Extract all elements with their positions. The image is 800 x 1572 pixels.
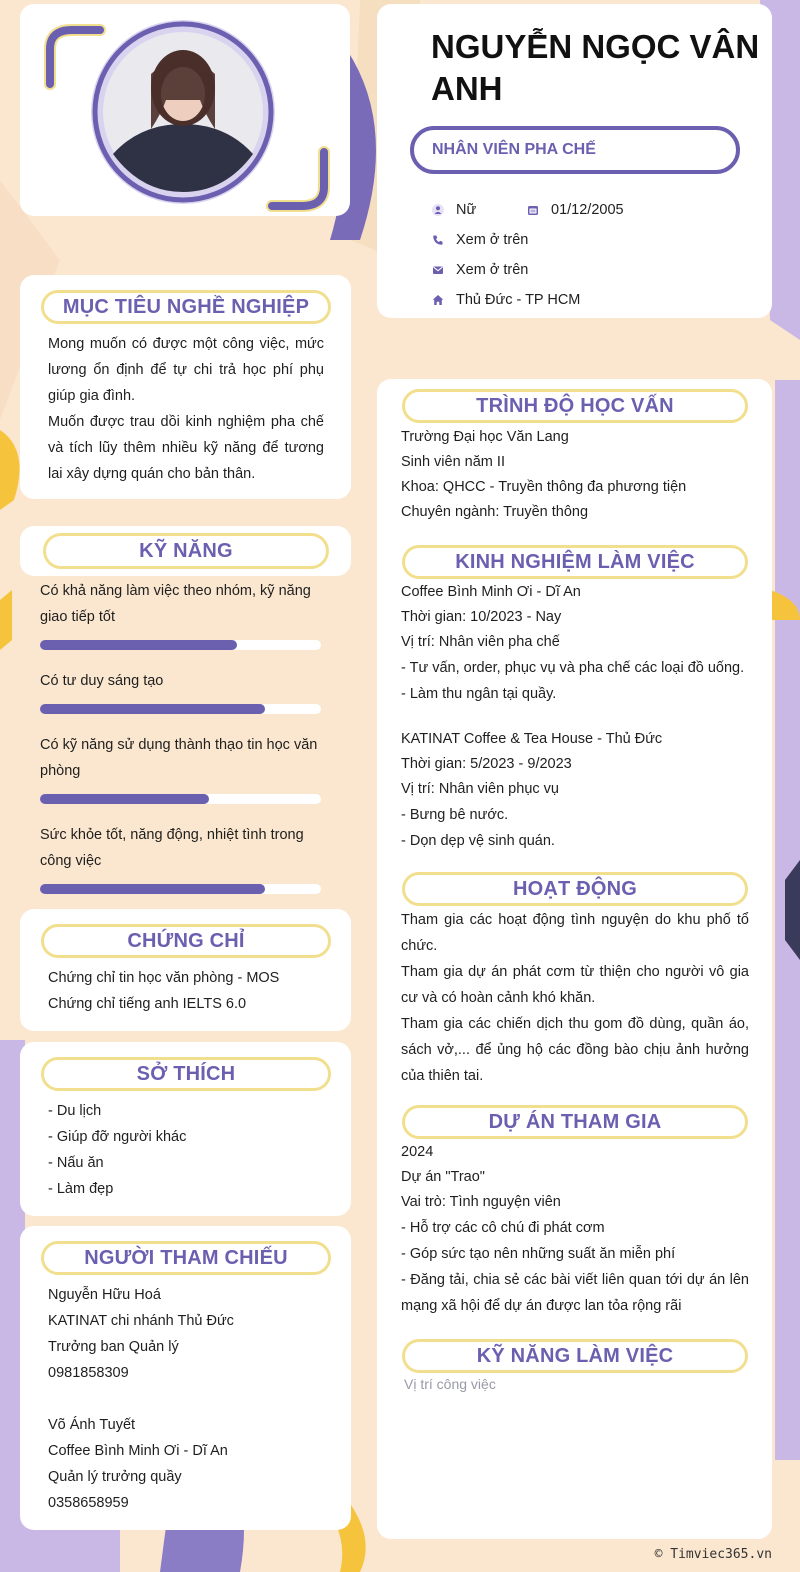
birthday-text: 01/12/2005	[551, 202, 624, 218]
reference-company: Coffee Bình Minh Ơi - Dĩ An	[48, 1443, 228, 1459]
phone-icon	[431, 233, 445, 247]
skill-bar	[40, 704, 321, 714]
references-title: NGƯỜI THAM CHIẾU	[41, 1241, 331, 1275]
certificates-title: CHỨNG CHỈ	[41, 924, 331, 958]
hobby-item: - Nấu ăn	[48, 1155, 104, 1171]
education-line: Sinh viên năm II	[401, 454, 505, 470]
skills-title: KỸ NĂNG	[43, 533, 329, 569]
education-line: Khoa: QHCC - Truyền thông đa phương tiện	[401, 479, 687, 495]
education-title: TRÌNH ĐỘ HỌC VẤN	[402, 389, 748, 423]
photo-card	[20, 4, 350, 216]
certificate-item: Chứng chỉ tiếng anh IELTS 6.0	[48, 996, 247, 1012]
skill-bar-fill	[40, 884, 265, 894]
reference-role: Quản lý trưởng quầy	[48, 1469, 182, 1485]
skill-bar-fill	[40, 794, 209, 804]
project-task: - Đăng tải, chia sẻ các bài viết liên quan tới dự án lên mạng xã hội để dự án được lan tỏa rộng rãi	[401, 1272, 749, 1314]
hobbies-card	[20, 1042, 351, 1216]
objective-card	[20, 275, 351, 499]
reference-phone: 0358658959	[48, 1495, 129, 1511]
skill-item	[40, 668, 326, 714]
project-task: - Góp sức tạo nên những suất ăn miễn phí	[401, 1246, 676, 1262]
education-line: Chuyên ngành: Truyền thông	[401, 504, 589, 520]
job-time: Thời gian: 5/2023 - 9/2023	[401, 756, 572, 772]
objective-line: Mong muốn có được một công việc, mức lương ổn định để tự chi trả học phí phụ giúp gia đình.	[48, 336, 324, 404]
job-title: NHÂN VIÊN PHA CHẾ	[432, 141, 596, 158]
photo-frame-decoration	[20, 4, 350, 216]
address-text: Thủ Đức - TP HCM	[456, 292, 581, 308]
work-skills-title: KỸ NĂNG LÀM VIỆC	[402, 1339, 748, 1373]
experience-job	[401, 727, 749, 854]
objective-title: MỤC TIÊU NGHỀ NGHIỆP	[41, 290, 331, 324]
job-position: Vị trí: Nhân viên phục vụ	[401, 781, 559, 797]
job-company: Coffee Bình Minh Ơi - Dĩ An	[401, 584, 581, 600]
home-icon	[431, 293, 445, 307]
reference-company: KATINAT chi nhánh Thủ Đức	[48, 1313, 234, 1329]
hobbies-title: SỞ THÍCH	[41, 1057, 331, 1091]
skill-label: Có tư duy sáng tạo	[40, 673, 164, 689]
hobby-item: - Du lịch	[48, 1103, 102, 1119]
skill-item	[40, 732, 326, 804]
calendar-icon	[526, 203, 540, 217]
activity-line: Tham gia các hoạt động tình nguyện do khu phố tổ chức.	[401, 912, 749, 954]
skill-label: Sức khỏe tốt, năng động, nhiệt tình trong công việc	[40, 827, 304, 869]
project-year: 2024	[401, 1144, 434, 1160]
skill-item	[40, 822, 326, 894]
job-task: - Tư vấn, order, phục vụ và pha chế các loại đồ uống.	[401, 660, 745, 676]
reference-role: Trưởng ban Quản lý	[48, 1339, 179, 1355]
certificate-item: Chứng chỉ tin học văn phòng - MOS	[48, 970, 280, 986]
project-name: Dự án "Trao"	[401, 1169, 485, 1185]
header-card	[377, 4, 772, 318]
reference-name: Võ Ánh Tuyết	[48, 1417, 136, 1433]
experience-title: KINH NGHIỆM LÀM VIỆC	[402, 545, 748, 579]
job-company: KATINAT Coffee & Tea House - Thủ Đức	[401, 731, 663, 747]
projects-title: DỰ ÁN THAM GIA	[402, 1105, 748, 1139]
job-task: - Bưng bê nước.	[401, 807, 509, 823]
job-task: - Làm thu ngân tại quầy.	[401, 686, 557, 702]
reference-person	[48, 1282, 328, 1386]
hobby-item: - Giúp đỡ người khác	[48, 1129, 187, 1145]
hobby-item: - Làm đẹp	[48, 1181, 114, 1197]
job-title-pill	[410, 126, 740, 174]
main-card	[377, 379, 772, 1539]
job-task: - Dọn dẹp vệ sinh quán.	[401, 833, 555, 849]
references-card	[20, 1226, 351, 1530]
reference-person	[48, 1412, 328, 1516]
job-position: Vị trí: Nhân viên pha chế	[401, 634, 560, 650]
skill-bar	[40, 884, 321, 894]
objective-line: Muốn được trau dồi kinh nghiệm pha chế và tích lũy thêm nhiều kỹ năng để tương lai xây dựng quán cho bản thân.	[48, 414, 324, 482]
certificates-card	[20, 909, 351, 1031]
mail-icon	[431, 263, 445, 277]
job-time: Thời gian: 10/2023 - Nay	[401, 609, 562, 625]
reference-name: Nguyễn Hữu Hoá	[48, 1287, 161, 1303]
reference-phone: 0981858309	[48, 1365, 129, 1381]
skill-bar	[40, 794, 321, 804]
activities-title: HOẠT ĐỘNG	[402, 872, 748, 906]
gender-text: Nữ	[456, 202, 477, 218]
project-role: Vai trò: Tình nguyện viên	[401, 1194, 561, 1210]
education-line: Trường Đại học Văn Lang	[401, 429, 569, 445]
project-task: - Hỗ trợ các cô chú đi phát cơm	[401, 1220, 605, 1236]
skill-item	[40, 578, 326, 650]
email-text: Xem ở trên	[456, 262, 529, 278]
experience-job	[401, 580, 749, 707]
activity-line: Tham gia các chiến dịch thu gom đồ dùng, quần áo, sách vở,... để ủng hộ các đồng bào chịu ảnh hưởng của thiên tai.	[401, 1016, 749, 1084]
skills-title-card	[20, 526, 351, 576]
activity-line: Tham gia dự án phát cơm từ thiện cho người vô gia cư và có hoàn cảnh khó khăn.	[401, 964, 749, 1006]
skills-list	[40, 578, 326, 894]
skill-bar-fill	[40, 704, 265, 714]
skill-bar	[40, 640, 321, 650]
skill-label: Có kỹ năng sử dụng thành thạo tin học văn phòng	[40, 737, 318, 779]
candidate-name: NGUYỄN NGỌC VÂN ANH	[431, 28, 760, 107]
watermark: © Timviec365.vn	[654, 1547, 772, 1562]
skill-bar-fill	[40, 640, 237, 650]
phone-text: Xem ở trên	[456, 232, 529, 248]
user-icon	[431, 203, 445, 217]
work-skills-placeholder: Vị trí công việc	[404, 1376, 496, 1392]
skill-label: Có khả năng làm việc theo nhóm, kỹ năng giao tiếp tốt	[40, 583, 311, 625]
